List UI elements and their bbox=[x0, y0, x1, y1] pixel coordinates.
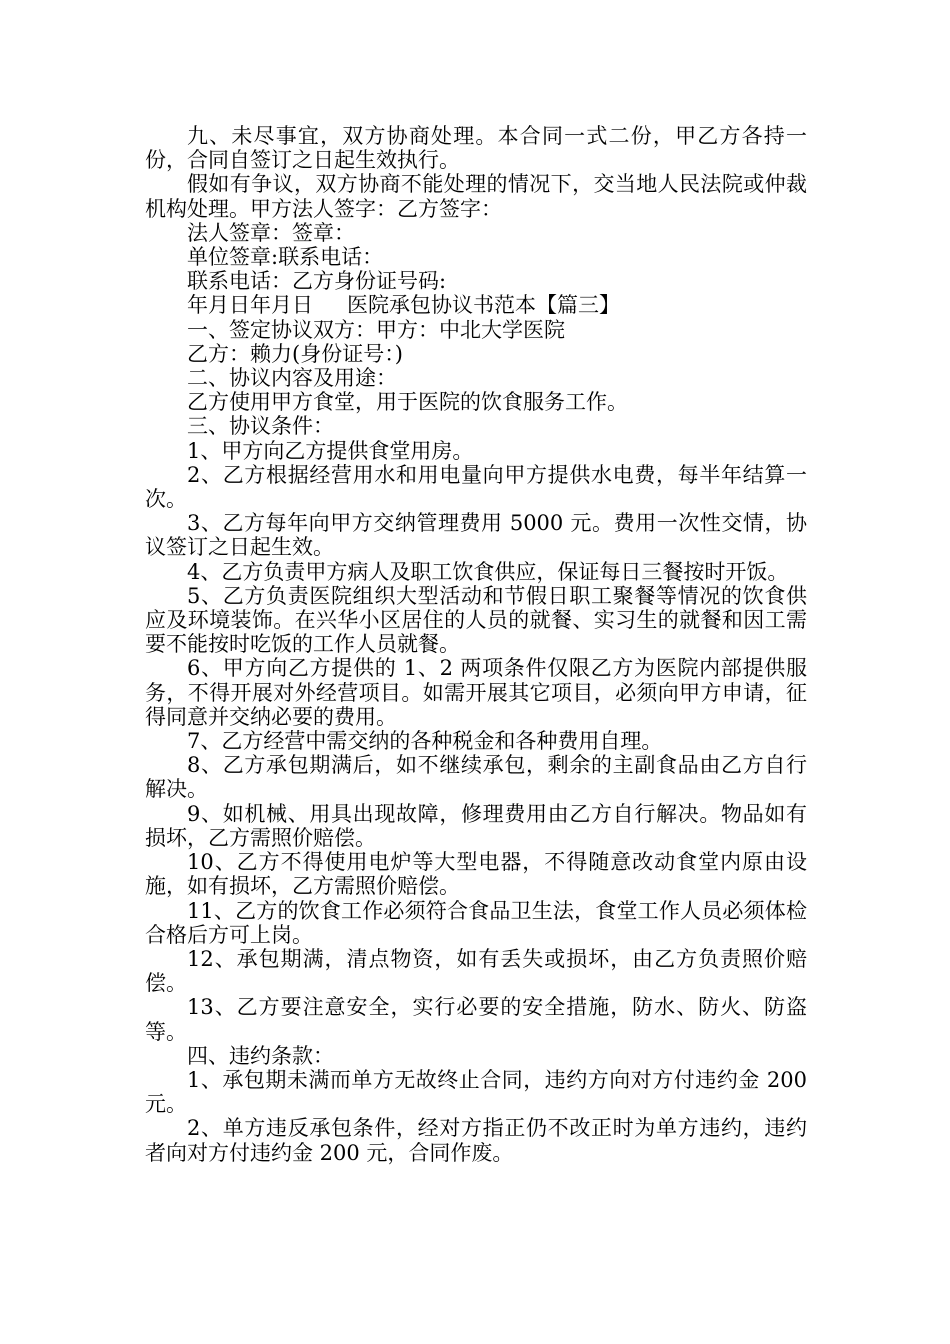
paragraph-clause-9: 九、未尽事宜，双方协商处理。本合同一式二份，甲乙方各持一份，合同自签订之日起生效执行。 bbox=[145, 124, 807, 173]
paragraph-item-2: 2、乙方根据经营用水和用电量向甲方提供水电费，每半年结算一次。 bbox=[145, 462, 807, 512]
paragraph-section-2: 二、协议内容及用途： bbox=[187, 366, 397, 391]
date-heading-line bbox=[145, 293, 807, 317]
paragraph-breach-1: 1、承包期未满而单方无故终止合同，违约方向对方付违约金 200 元。 bbox=[145, 1067, 807, 1117]
paragraph-item-3: 3、乙方每年向甲方交纳管理费用 5000 元。费用一次性交情，协议签订之日起生效。 bbox=[145, 511, 807, 560]
paragraph-section-4: 四、违约条款： bbox=[187, 1043, 334, 1068]
paragraph-item-11: 11、乙方的饮食工作必须符合食品卫生法，食堂工作人员必须体检合格后方可上岗。 bbox=[145, 898, 807, 947]
paragraph-item-1: 1、甲方向乙方提供食堂用房。 bbox=[187, 438, 474, 463]
paragraph-breach-2: 2、单方违反承包条件，经对方指正仍不改正时为单方违约，违约者向对方付违约金 200 元，合同作废。 bbox=[145, 1116, 807, 1165]
paragraph-item-9: 9、如机械、用具出现故障，修理费用由乙方自行解决。物品如有损坏，乙方需照价赔偿。 bbox=[145, 801, 807, 850]
section-heading: 医院承包协议书范本【篇三】 bbox=[347, 293, 620, 318]
paragraph-contact: 联系电话：乙方身份证号码: bbox=[187, 269, 447, 294]
paragraph-section-3: 三、协议条件： bbox=[187, 414, 334, 439]
paragraph-item-6: 6、甲方向乙方提供的 1、2 两项条件仅限乙方为医院内部提供服务，不得开展对外经营项目。如需开展其它项目，必须向甲方申请，征得同意并交纳必要的费用。 bbox=[145, 656, 807, 729]
paragraph-unit-seal: 单位签章:联系电话： bbox=[187, 245, 384, 270]
paragraph-item-8: 8、乙方承包期满后，如不继续承包，剩余的主副食品由乙方自行解决。 bbox=[145, 753, 807, 802]
paragraph-item-7: 7、乙方经营中需交纳的各种税金和各种费用自理。 bbox=[187, 729, 663, 754]
paragraph-item-10: 10、乙方不得使用电炉等大型电器，不得随意改动食堂内原由设施，如有损坏，乙方需照价赔偿。 bbox=[145, 850, 807, 899]
paragraph-parties: 一、签定协议双方：甲方：中北大学医院 bbox=[187, 317, 565, 342]
paragraph-item-5: 5、乙方负责医院组织大型活动和节假日职工聚餐等情况的饮食供应及环境装饰。在兴华小区居住的人员的就餐、实习生的就餐和因工需要不能按时吃饭的工作人员就餐。 bbox=[145, 583, 807, 657]
paragraph-item-13: 13、乙方要注意安全，实行必要的安全措施，防水、防火、防盗等。 bbox=[145, 995, 807, 1044]
document-page bbox=[145, 124, 807, 1165]
paragraph-usage: 乙方使用甲方食堂，用于医院的饮食服务工作。 bbox=[187, 390, 628, 415]
paragraph-seal-line: 法人签章：签章： bbox=[187, 220, 355, 245]
paragraph-item-12: 12、承包期满，清点物资，如有丢失或损坏，由乙方负责照价赔偿。 bbox=[145, 946, 807, 996]
paragraph-dispute: 假如有争议，双方协商不能处理的情况下，交当地人民法院或仲裁机构处理。甲方法人签字：乙方签字： bbox=[145, 172, 807, 221]
paragraph-party-b: 乙方：赖力(身份证号：) bbox=[187, 341, 403, 366]
paragraph-item-4: 4、乙方负责甲方病人及职工饮食供应，保证每日三餐按时开饭。 bbox=[187, 559, 789, 584]
date-text: 年月日年月日 bbox=[187, 293, 313, 318]
